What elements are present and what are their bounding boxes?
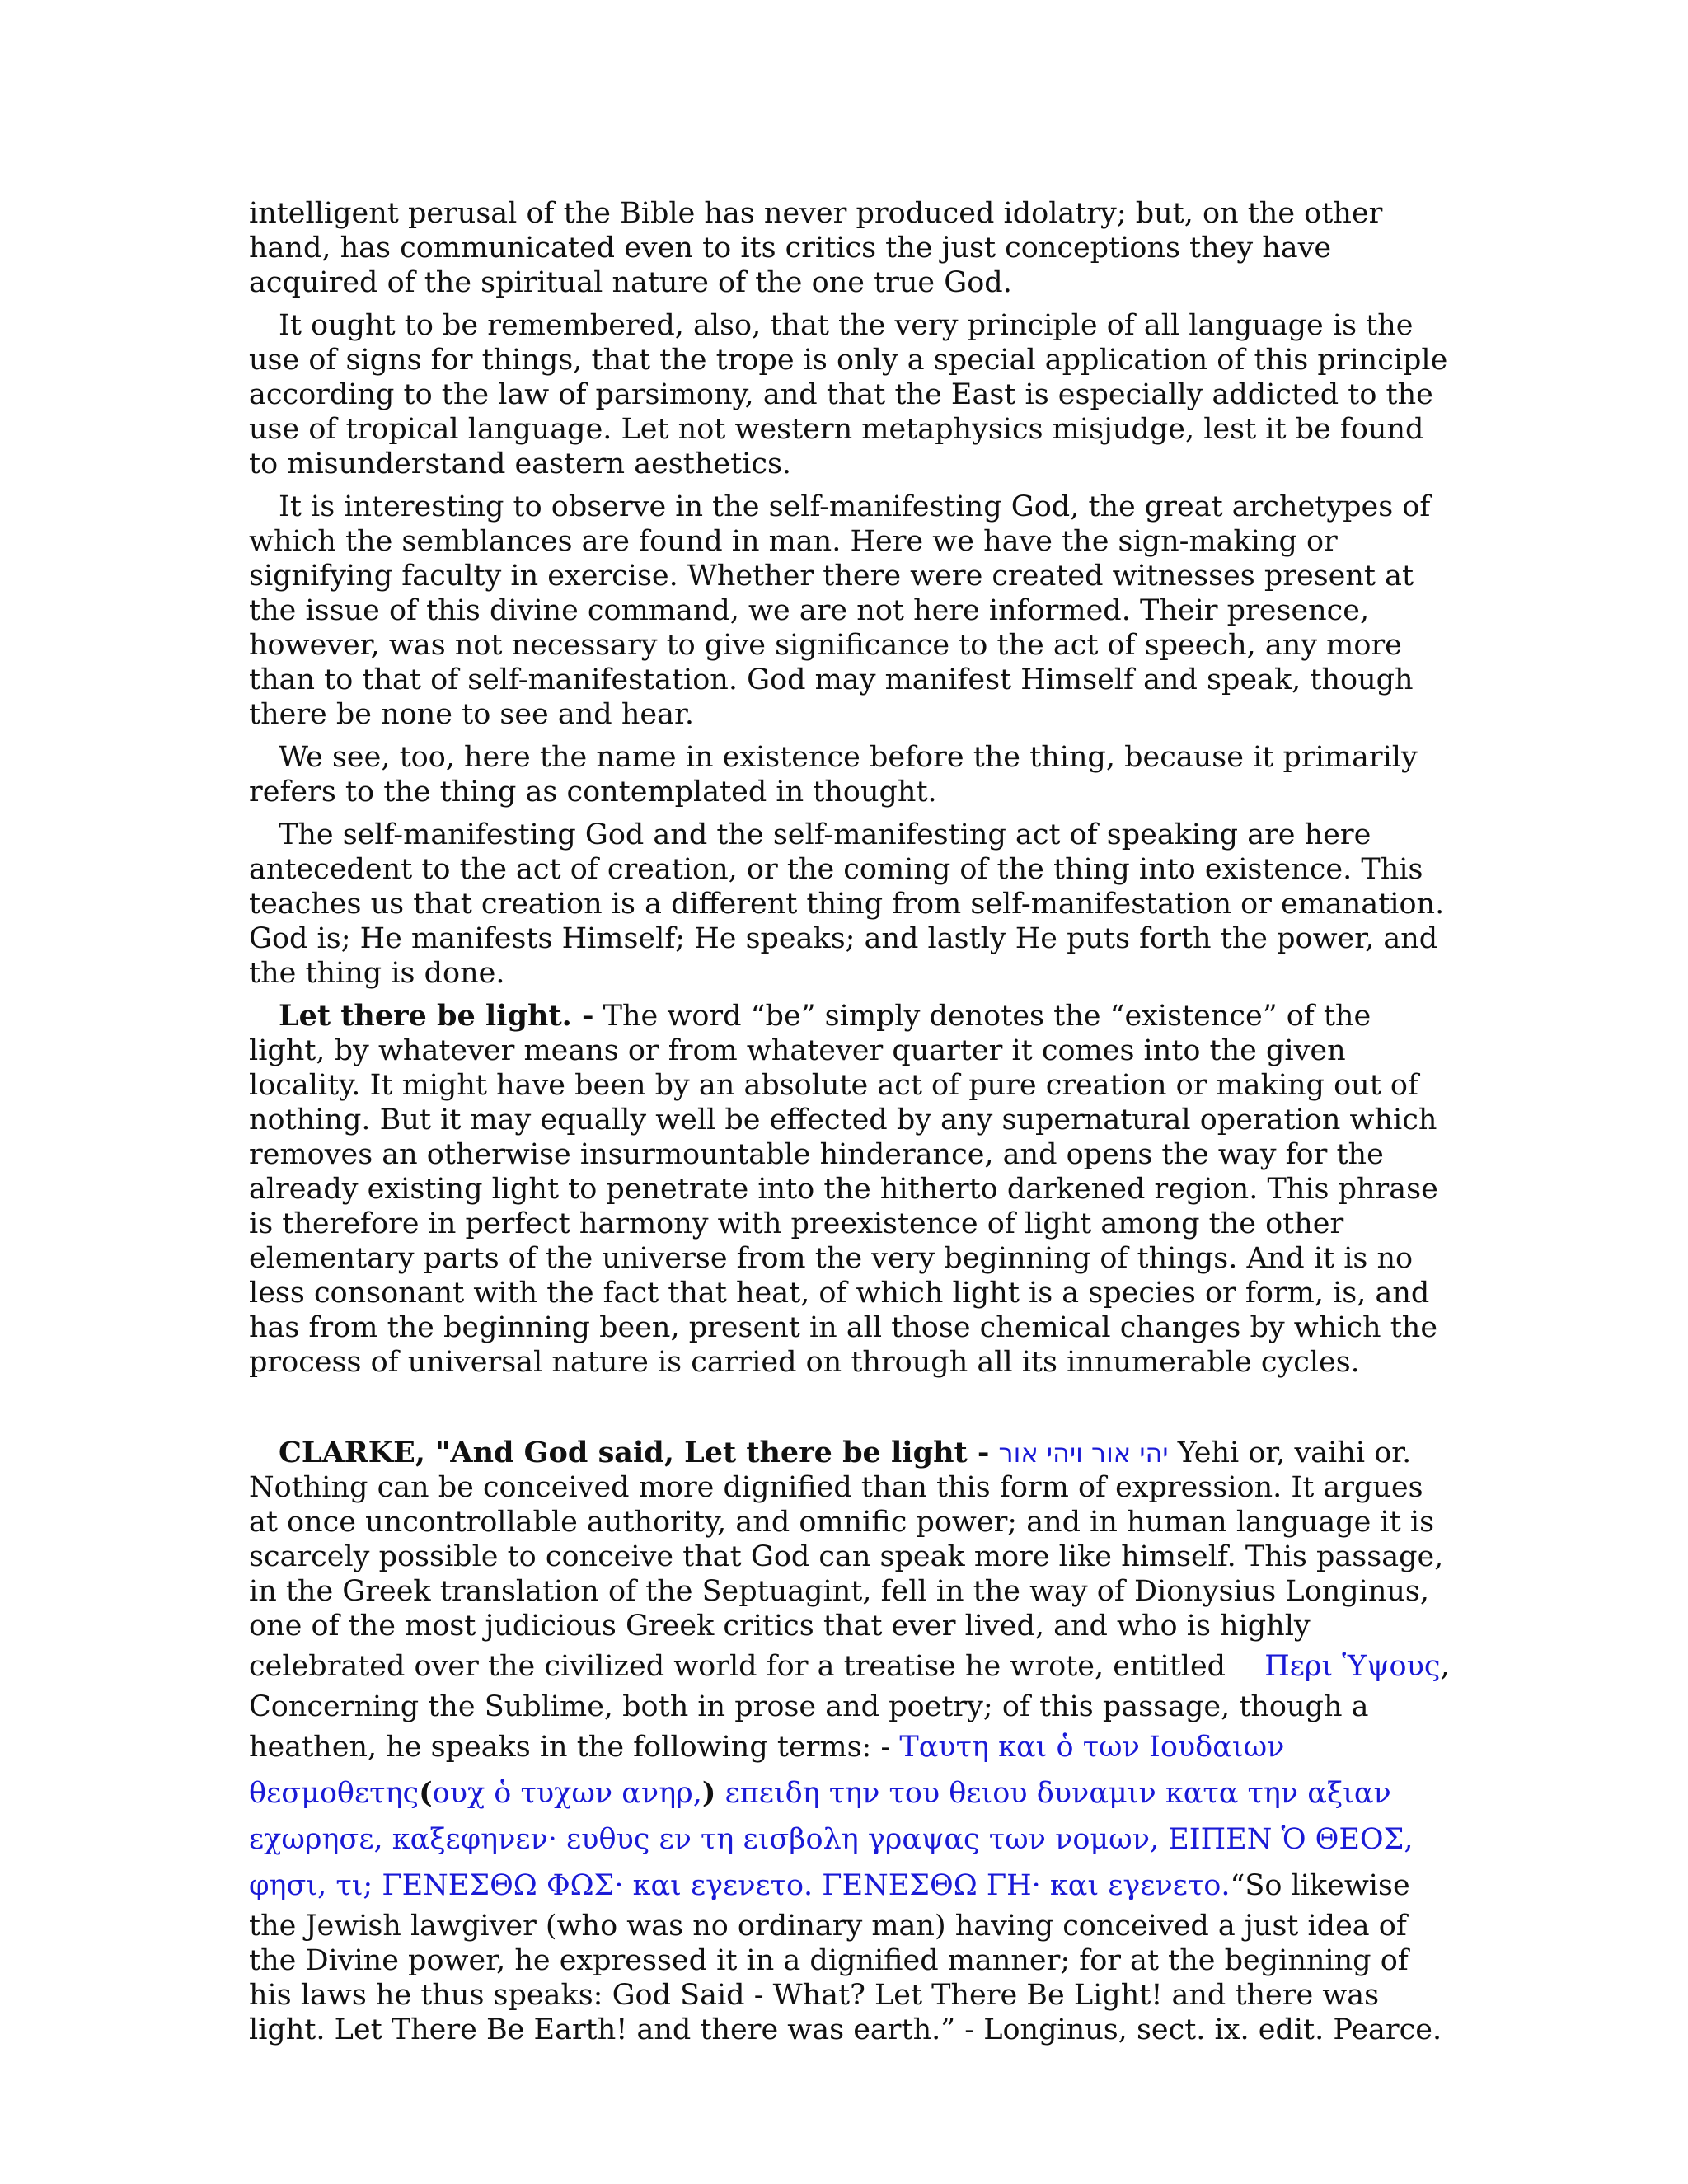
- english-translation: “So likewise the Jewish lawgiver (who was no ordinary man) having conceived a just idea of the Divine power, he expressed it in a dignified manner; for at the beginning of his laws he thus speaks: God Said - What? Let There Be Light! and there was light. Let There Be Earth! and there was earth.” - Longinus, sect. ix. edit. Pearce.: [249, 1869, 1442, 2046]
- paragraph-text: We see, too, here the name in existence before the thing, because it primarily refers to the thing as contemplated in thought.: [249, 741, 1418, 808]
- paragraph-text: It is interesting to observe in the self-manifesting God, the great archetypes of which the semblances are found in man. Here we have the sign-making or signifying faculty in exercise. Whether there were created witnesses present at the issue of this divine command, we are not here informed. Their presence, however, was not necessary to give significance to the act of speech, any more than to that of self-manifestation. God may manifest Himself and speak, though there be none to see and hear.: [249, 490, 1431, 731]
- hebrew-text[interactable]: יהי אור ויהי אור: [998, 1437, 1169, 1469]
- verse-lead: Let there be light. -: [279, 999, 594, 1033]
- paragraph-continuation: [249, 196, 1452, 300]
- clarke-body-text-2: , Concerning the Sublime, both in prose and poetry; of this passage, though a heathen, he speaks in the following terms: -: [249, 1650, 1450, 1764]
- section-gap: [249, 1388, 1452, 1436]
- paragraph-text: The self-manifesting God and the self-manifesting act of speaking are here antecedent to the act of creation, or the coming of the thing into existence. This teaches us that creation is a different thing from self-manifestation or emanation. God is; He manifests Himself; He speaks; and lastly He puts forth the power, and the thing is done.: [249, 818, 1445, 990]
- paragraph-text: intelligent perusal of the Bible has never produced idolatry; but, on the other hand, has communicated even to its critics the just conceptions they have acquired of the spiritual nature of the one true God.: [249, 197, 1383, 299]
- commentary-body: [249, 196, 1452, 2055]
- greek-title-link[interactable]: Περι Ὑψους: [1264, 1650, 1441, 1683]
- paragraph-text: The word “be” simply denotes the “existence” of the light, by whatever means or from whatever quarter it comes into the given locality. It might have been by an absolute act of pure creation or making out of nothing. But it may equally well be effected by any supernatural operation which removes an otherwise insurmountable hinderance, and opens the way for the already existing light to penetrate into the hitherto darkened region. This phrase is therefore in perfect harmony with preexistence of light among the other elementary parts of the universe from the very beginning of things. And it is no less consonant with the fact that heat, of which light is a species or form, is, and has from the beginning been, present in all those chemical changes by which the process of universal nature is carried on through all its innumerable cycles.: [249, 1000, 1438, 1379]
- paren-close: ): [701, 1776, 716, 1810]
- greek-quote-link[interactable]: Ταυτη και ὁ των Ιουδαιων θεσμοθετης: [249, 1731, 1285, 1810]
- clarke-heading: CLARKE, "And God said, Let there be light -: [279, 1436, 990, 1469]
- paragraph-language-signs: [249, 308, 1452, 481]
- greek-quote-link[interactable]: επειδη την του θειου δυναμιν κατα την αξιαν εχωρησε, καξεφηνεν· ευθυς εν τη εισβολη γραψας των νομων, ΕΙΠΕΝ Ὁ ΘΕΟΣ, φησι, τι; ΓΕΝΕΣΘΩ ΦΩΣ· και εγενετο. ΓΕΝΕΣΘΩ ΓΗ· και εγενετο.: [249, 1777, 1414, 1902]
- paragraph-name-before-thing: [249, 740, 1452, 809]
- transliteration: Yehi or, vaihi or.: [1168, 1436, 1412, 1469]
- clarke-body-text: Nothing can be conceived more dignified than this form of expression. It argues at once uncontrollable authority, and omnific power; and in human language it is scarcely possible to conceive that God can speak more like himself. This passage, in the Greek translation of the Septuagint, fell in the way of Dionysius Longinus, one of the most judicious Greek critics that ever lived, and who is highly celebrated over the civilized world for a treatise he wrote, entitled: [249, 1471, 1444, 1683]
- paragraph-text: It ought to be remembered, also, that the very principle of all language is the use of signs for things, that the trope is only a special application of this principle according to the law of parsimony, and that the East is especially addicted to the use of tropical language. Let not western metaphysics misjudge, lest it be found to misunderstand eastern aesthetics.: [249, 309, 1448, 480]
- paragraph-archetypes: [249, 490, 1452, 732]
- greek-quote-link[interactable]: ουχ ὁ τυχων ανηρ,: [432, 1777, 702, 1810]
- paragraph-let-there-be-light: [249, 999, 1452, 1380]
- paren-open: (: [419, 1776, 433, 1810]
- paragraph-creation-emanation: [249, 818, 1452, 991]
- clarke-commentary: [249, 1436, 1452, 2047]
